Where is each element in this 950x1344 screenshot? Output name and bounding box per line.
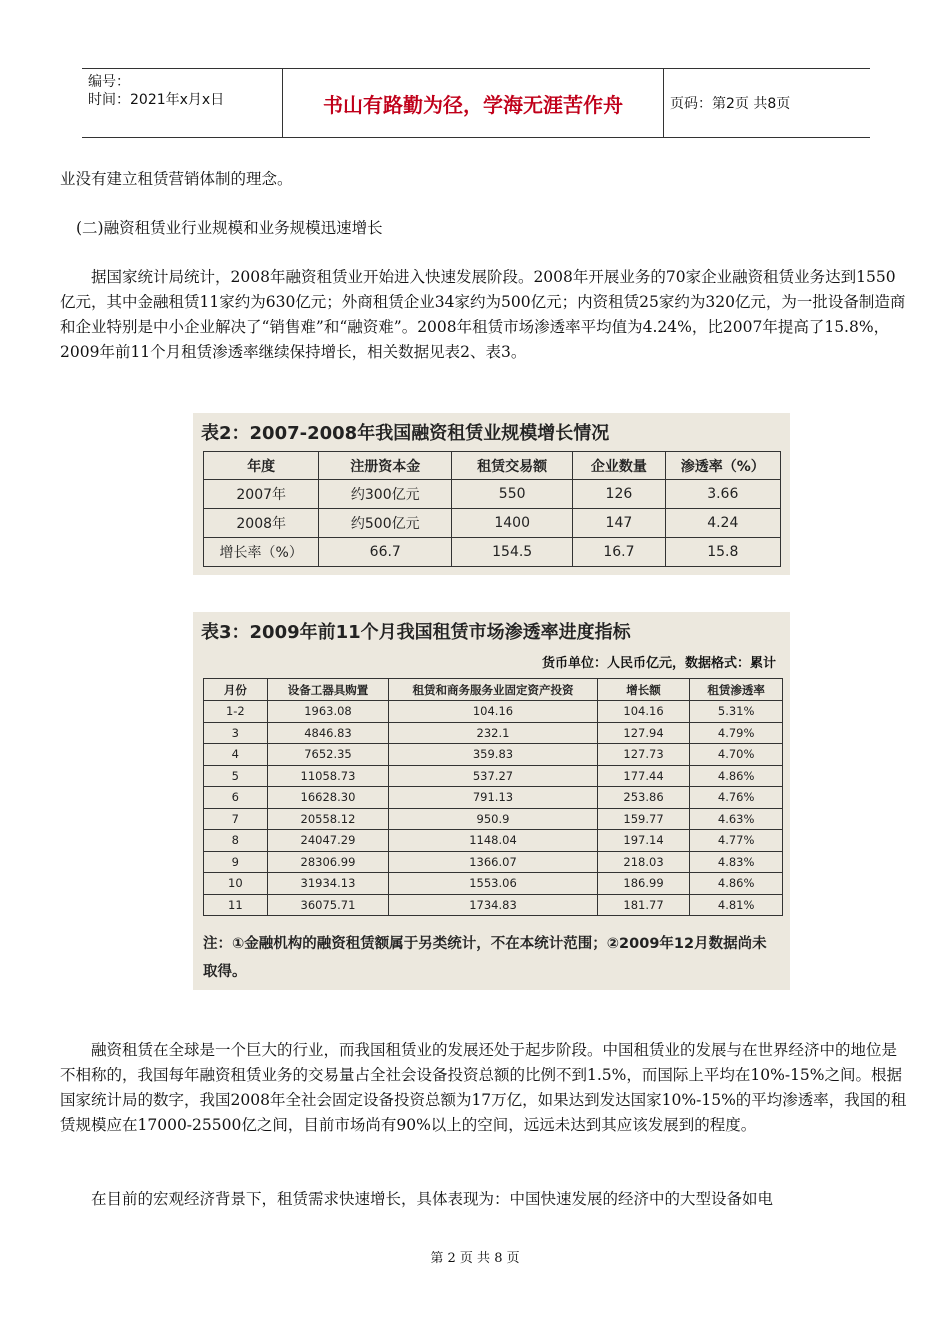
table-cell: 181.77 — [597, 894, 690, 916]
table-row — [204, 509, 781, 538]
table-row — [204, 851, 783, 873]
table2-header-cell: 年度 — [204, 452, 319, 480]
table-cell: 159.77 — [597, 808, 690, 830]
table-cell: 4.86% — [690, 765, 783, 787]
table-cell: 11058.73 — [267, 765, 389, 787]
table2-image — [193, 413, 790, 575]
table2-header-cell: 渗透率（%） — [665, 452, 780, 480]
table-cell: 104.16 — [389, 701, 597, 723]
table-cell: 791.13 — [389, 787, 597, 809]
table-cell: 1963.08 — [267, 701, 389, 723]
table-row — [204, 808, 783, 830]
table-cell: 253.86 — [597, 787, 690, 809]
table-cell: 31934.13 — [267, 873, 389, 895]
table-cell: 2007年 — [204, 480, 319, 509]
page-header — [82, 68, 870, 138]
table-row — [204, 873, 783, 895]
table-cell: 154.5 — [452, 538, 573, 567]
table-row — [204, 538, 781, 567]
table3-header-cell: 增长额 — [597, 679, 690, 701]
table2-header-cell: 注册资本金 — [319, 452, 452, 480]
table-cell: 950.9 — [389, 808, 597, 830]
table-cell: 2008年 — [204, 509, 319, 538]
table3-header-cell: 设备工器具购置 — [267, 679, 389, 701]
table-cell: 4846.83 — [267, 722, 389, 744]
paragraph-continuation: 业没有建立租赁营销体制的理念。 — [60, 170, 293, 188]
table3-title: 表3：2009年前11个月我国租赁市场渗透率进度指标 — [201, 622, 631, 643]
table-cell: 537.27 — [389, 765, 597, 787]
header-motto: 书山有路勤为径，学海无涯苦作舟 — [282, 69, 664, 137]
table3-note: 注：①金融机构的融资租赁额属于另类统计，不在本统计范围；②2009年12月数据尚未取得。 — [203, 936, 767, 980]
table-cell: 约500亿元 — [319, 509, 452, 538]
table-cell: 24047.29 — [267, 830, 389, 852]
table-row — [204, 787, 783, 809]
paragraph-macro-background: 在目前的宏观经济背景下，租赁需求快速增长，具体表现为：中国快速发展的经济中的大型设备如电 — [91, 1190, 774, 1208]
table-cell: 16628.30 — [267, 787, 389, 809]
table-cell: 6 — [204, 787, 268, 809]
table-row — [204, 722, 783, 744]
table-cell: 4 — [204, 744, 268, 766]
table-row — [204, 701, 783, 723]
table-cell: 4.81% — [690, 894, 783, 916]
table3-header-cell: 租赁和商务服务业固定资产投资 — [389, 679, 597, 701]
table3 — [203, 678, 783, 916]
table2 — [203, 451, 781, 567]
table-row — [204, 765, 783, 787]
paragraph-global-comparison: 融资租赁在全球是一个巨大的行业，而我国租赁业的发展还处于起步阶段。中国租赁业的发展与在世界经济中的地位是不相称的，我国每年融资租赁业务的交易量占全社会设备投资总额的比例不到1.5%，而国际上平均在10%-15%之间。根据国家统计局的数字，我国2008年全社会固定设备投资总额为17万亿，如果达到发达国家10%-15%的平均渗透率，我国的租赁规模应在17000-25500亿之间，目前市场尚有90%以上的空间，远远未达到其应该发展到的程度。 — [60, 1041, 907, 1134]
table-cell: 186.99 — [597, 873, 690, 895]
page-footer: 第 2 页 共 8 页 — [430, 1251, 520, 1266]
section-heading: (二)融资租赁业行业规模和业务规模迅速增长 — [76, 219, 383, 237]
table-cell: 1-2 — [204, 701, 268, 723]
table-row — [204, 480, 781, 509]
table2-header-row — [204, 452, 781, 480]
table-cell: 增长率（%） — [204, 538, 319, 567]
table-cell: 4.79% — [690, 722, 783, 744]
table-cell: 3.66 — [665, 480, 780, 509]
table-cell: 127.94 — [597, 722, 690, 744]
header-date: 时间：2021年x月x日 — [88, 92, 225, 108]
table-cell: 4.83% — [690, 851, 783, 873]
table-cell: 127.73 — [597, 744, 690, 766]
table-cell: 1400 — [452, 509, 573, 538]
table-cell: 3 — [204, 722, 268, 744]
header-page-number: 页码：第2页 共8页 — [670, 96, 791, 112]
table-cell: 177.44 — [597, 765, 690, 787]
table-cell: 1734.83 — [389, 894, 597, 916]
header-info — [82, 69, 282, 137]
table-row — [204, 894, 783, 916]
table3-unit: 货币单位：人民币亿元，数据格式：累计 — [541, 656, 776, 671]
table-cell: 10 — [204, 873, 268, 895]
table-cell: 15.8 — [665, 538, 780, 567]
table-cell: 4.86% — [690, 873, 783, 895]
table-cell: 4.77% — [690, 830, 783, 852]
table-cell: 1366.07 — [389, 851, 597, 873]
table-cell: 66.7 — [319, 538, 452, 567]
table-cell: 9 — [204, 851, 268, 873]
table-cell: 7652.35 — [267, 744, 389, 766]
paragraph-statistics: 据国家统计局统计，2008年融资租赁业开始进入快速发展阶段。2008年开展业务的70家企业融资租赁业务达到1550亿元，其中金融租赁11家约为630亿元；外商租赁企业34家约为500亿元；内资租赁25家约为320亿元，为一批设备制造商和企业特别是中小企业解决了“销售难”和“融资难”。2008年租赁市场渗透率平均值为4.24%，比2007年提高了15.8%，2009年前11个月租赁渗透率继续保持增长，相关数据见表2、表3。 — [60, 268, 906, 361]
table-cell: 232.1 — [389, 722, 597, 744]
table3-image — [193, 612, 790, 990]
table-cell: 104.16 — [597, 701, 690, 723]
table2-header-cell: 企业数量 — [573, 452, 665, 480]
table-cell: 16.7 — [573, 538, 665, 567]
table-cell: 1148.04 — [389, 830, 597, 852]
table-cell: 550 — [452, 480, 573, 509]
table-cell: 20558.12 — [267, 808, 389, 830]
header-number: 编号： — [88, 74, 130, 90]
table-cell: 218.03 — [597, 851, 690, 873]
table-cell: 8 — [204, 830, 268, 852]
table2-header-cell: 租赁交易额 — [452, 452, 573, 480]
table-cell: 5 — [204, 765, 268, 787]
table-cell: 36075.71 — [267, 894, 389, 916]
table-row — [204, 830, 783, 852]
table-cell: 4.63% — [690, 808, 783, 830]
table-cell: 1553.06 — [389, 873, 597, 895]
table-cell: 126 — [573, 480, 665, 509]
table3-header-cell: 租赁渗透率 — [690, 679, 783, 701]
table-cell: 28306.99 — [267, 851, 389, 873]
table-cell: 约300亿元 — [319, 480, 452, 509]
table-cell: 359.83 — [389, 744, 597, 766]
table2-title: 表2：2007-2008年我国融资租赁业规模增长情况 — [201, 423, 610, 444]
table3-header-cell: 月份 — [204, 679, 268, 701]
table-cell: 5.31% — [690, 701, 783, 723]
table-cell: 4.76% — [690, 787, 783, 809]
table-cell: 197.14 — [597, 830, 690, 852]
table3-header-row — [204, 679, 783, 701]
table-row — [204, 744, 783, 766]
table-cell: 147 — [573, 509, 665, 538]
table-cell: 4.24 — [665, 509, 780, 538]
table-cell: 11 — [204, 894, 268, 916]
table-cell: 7 — [204, 808, 268, 830]
table-cell: 4.70% — [690, 744, 783, 766]
